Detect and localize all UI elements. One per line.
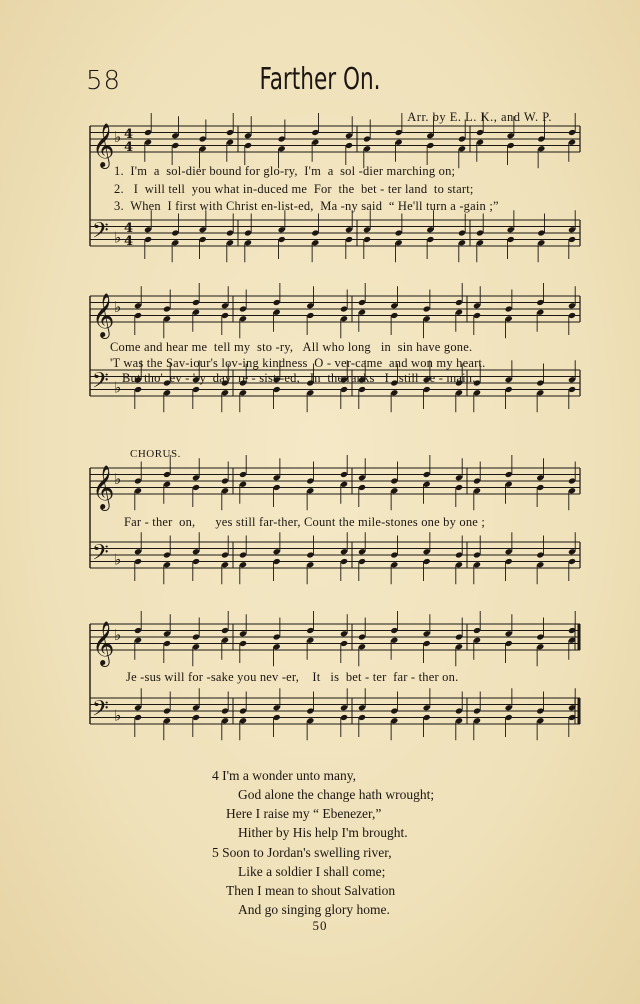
time-signature: 4 bbox=[124, 221, 134, 236]
stanza-line: 4 I'm a wonder unto many, bbox=[212, 768, 357, 783]
lyric-verse-1-line-1: 1. I'm a sol-dier bound for glo-ry, I'm a sol -dier marching on; bbox=[114, 164, 456, 178]
flat-sign-icon: ♭ bbox=[114, 128, 122, 146]
lyric-chorus-line-1: Far - ther on, yes still far-ther, Count the mile-stones one by one ; bbox=[124, 515, 486, 529]
stanza-line: 5 Soon to Jordan's swelling river, bbox=[212, 845, 392, 860]
lyric-chorus-line-2: Je -sus will for -sake you nev -er, It is bet - ter far - ther on. bbox=[126, 670, 459, 684]
lyric-verse-2-line-1: 2. I will tell you what in-duced me For the bet - ter land to start; bbox=[114, 182, 474, 196]
stanza-4 bbox=[212, 766, 434, 842]
bass-clef-icon: 𝄢 bbox=[92, 540, 109, 571]
stanza-number: 4 bbox=[212, 768, 219, 783]
time-signature: 4 bbox=[124, 140, 134, 155]
stanza-line: God alone the change hath wrought; bbox=[238, 787, 435, 802]
bass-clef-icon: 𝄢 bbox=[92, 218, 109, 249]
stanza-5 bbox=[212, 843, 395, 919]
stanza-line: Hither by His help I'm brought. bbox=[238, 825, 408, 840]
treble-clef-icon: 𝄞 bbox=[92, 293, 115, 337]
time-signature: 4 bbox=[124, 127, 134, 142]
flat-sign-icon: ♭ bbox=[114, 626, 122, 644]
chorus-label: CHORUS. bbox=[130, 448, 181, 460]
stanza-line: Like a soldier I shall come; bbox=[238, 864, 386, 879]
treble-clef-icon: 𝄞 bbox=[92, 123, 115, 167]
stanza-line: And go singing glory home. bbox=[238, 902, 390, 917]
lyric-verse-3-line-2: But tho' ev - 'ry day re - sist -ed, In the ranks I still re - main. bbox=[122, 371, 476, 385]
hymn-number: 58 bbox=[86, 66, 122, 96]
flat-sign-icon: ♭ bbox=[114, 706, 122, 725]
flat-sign-icon: ♭ bbox=[114, 550, 122, 569]
stanza-line: Then I mean to shout Salvation bbox=[226, 883, 396, 898]
lyric-verse-3-line-1: 3. When I first with Christ en-list-ed, Ma -ny said “ He'll turn a -gain ;” bbox=[114, 199, 499, 213]
lyric-verse-1-line-2: Come and hear me tell my sto -ry, All who long in sin have gone. bbox=[110, 340, 473, 354]
stanza-number: 5 bbox=[212, 845, 219, 860]
arranger-credit: Arr. by E. L. K., and W. P. bbox=[407, 110, 552, 124]
flat-sign-icon: ♭ bbox=[114, 470, 122, 488]
bass-clef-icon: 𝄢 bbox=[92, 368, 109, 399]
time-signature: 4 bbox=[124, 234, 134, 249]
flat-sign-icon: ♭ bbox=[114, 378, 122, 397]
stanza-line: Here I raise my “ Ebenezer,” bbox=[226, 806, 382, 821]
page-number: 50 bbox=[312, 918, 328, 933]
treble-clef-icon: 𝄞 bbox=[92, 621, 115, 665]
flat-sign-icon: ♭ bbox=[114, 228, 122, 247]
lyric-verse-2-line-2: 'T was the Sav-iour's lov-ing kindness O - ver-came and won my heart. bbox=[110, 356, 486, 370]
flat-sign-icon: ♭ bbox=[114, 298, 122, 316]
treble-clef-icon: 𝄞 bbox=[92, 465, 115, 509]
hymn-title: Farther On. bbox=[259, 62, 381, 97]
bass-clef-icon: 𝄢 bbox=[92, 696, 109, 727]
